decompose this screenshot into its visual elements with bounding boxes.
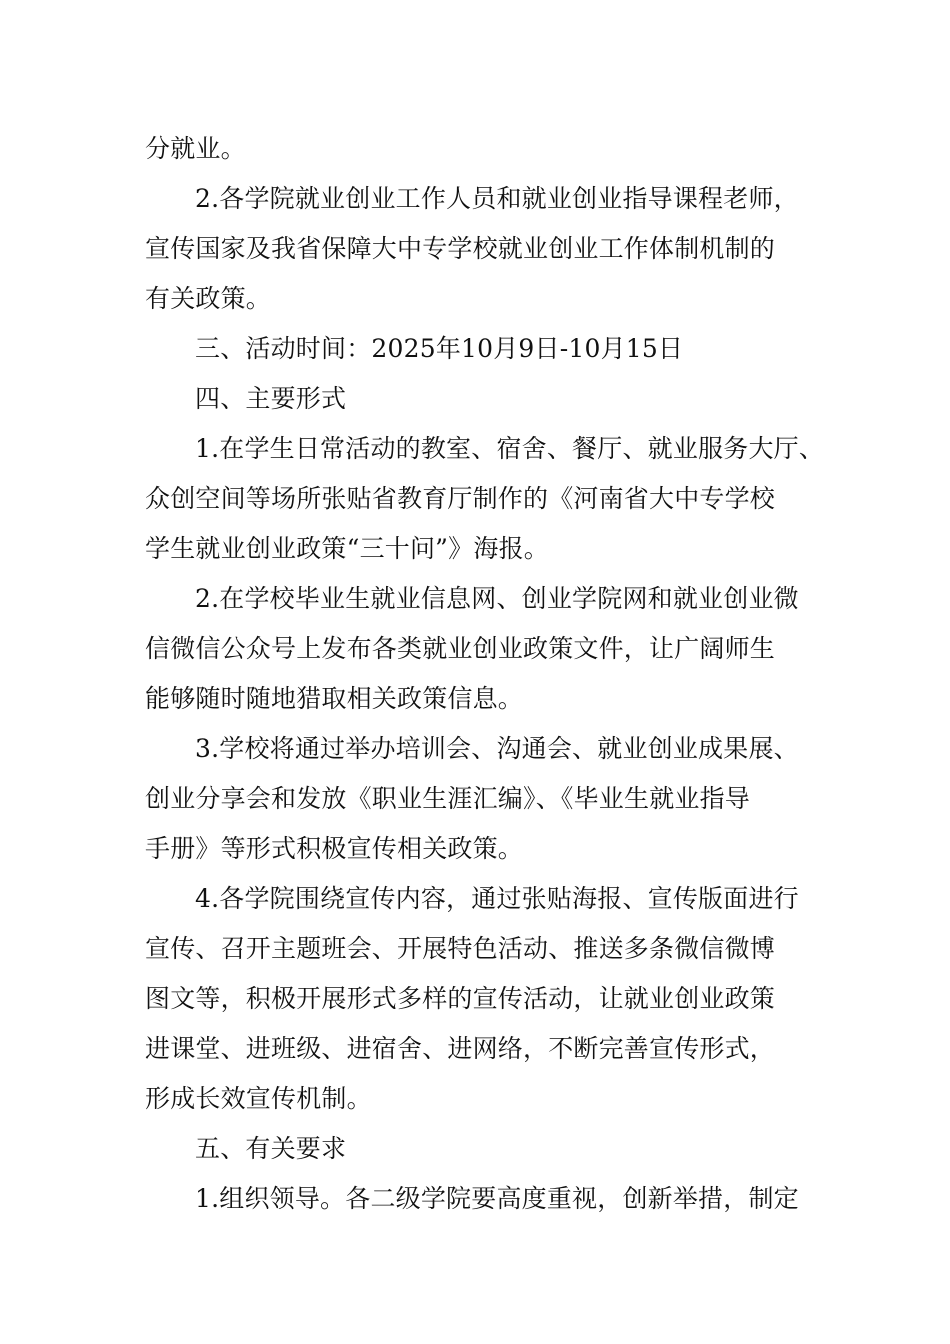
text-line: 1.在学生日常活动的教室、宿舍、餐厅、就业服务大厅、 (195, 434, 825, 463)
text-line: 2.在学校毕业生就业信息网、创业学院网和就业创业微 (195, 584, 799, 613)
section-heading: 三、活动时间：2025年10月9日-10月15日 (195, 334, 684, 363)
text-line: 众创空间等场所张贴省教育厅制作的《河南省大中专学校 (145, 484, 776, 513)
section-heading: 五、有关要求 (195, 1134, 347, 1163)
text-line: 2.各学院就业创业工作人员和就业创业指导课程老师， (195, 184, 799, 213)
text-line: 3.学校将通过举办培训会、沟通会、就业创业成果展、 (195, 734, 799, 763)
text-line: 能够随时随地猎取相关政策信息。 (145, 684, 524, 713)
text-line: 4.各学院围绕宣传内容，通过张贴海报、宣传版面进行 (195, 884, 799, 913)
section-heading: 四、主要形式 (195, 384, 347, 413)
text-line: 学生就业创业政策“三十问”》海报。 (145, 534, 549, 563)
text-line: 宣传、召开主题班会、开展特色活动、推送多条微信微博 (145, 934, 776, 963)
text-line: 形成长效宣传机制。 (145, 1084, 372, 1113)
text-line: 图文等，积极开展形式多样的宣传活动，让就业创业政策 (145, 984, 776, 1013)
text-line: 手册》等形式积极宣传相关政策。 (145, 834, 524, 863)
text-line: 1.组织领导。各二级学院要高度重视，创新举措，制定 (195, 1184, 799, 1213)
text-line: 进课堂、进班级、进宿舍、进网络，不断完善宣传形式， (145, 1034, 776, 1063)
text-line: 创业分享会和发放《职业生涯汇编》、《毕业生就业指导 (145, 784, 751, 813)
text-line: 信微信公众号上发布各类就业创业政策文件，让广阔师生 (145, 634, 776, 663)
text-line: 分就业。 (145, 134, 246, 163)
text-line: 宣传国家及我省保障大中专学校就业创业工作体制机制的 (145, 234, 776, 263)
text-line: 有关政策。 (145, 284, 272, 313)
